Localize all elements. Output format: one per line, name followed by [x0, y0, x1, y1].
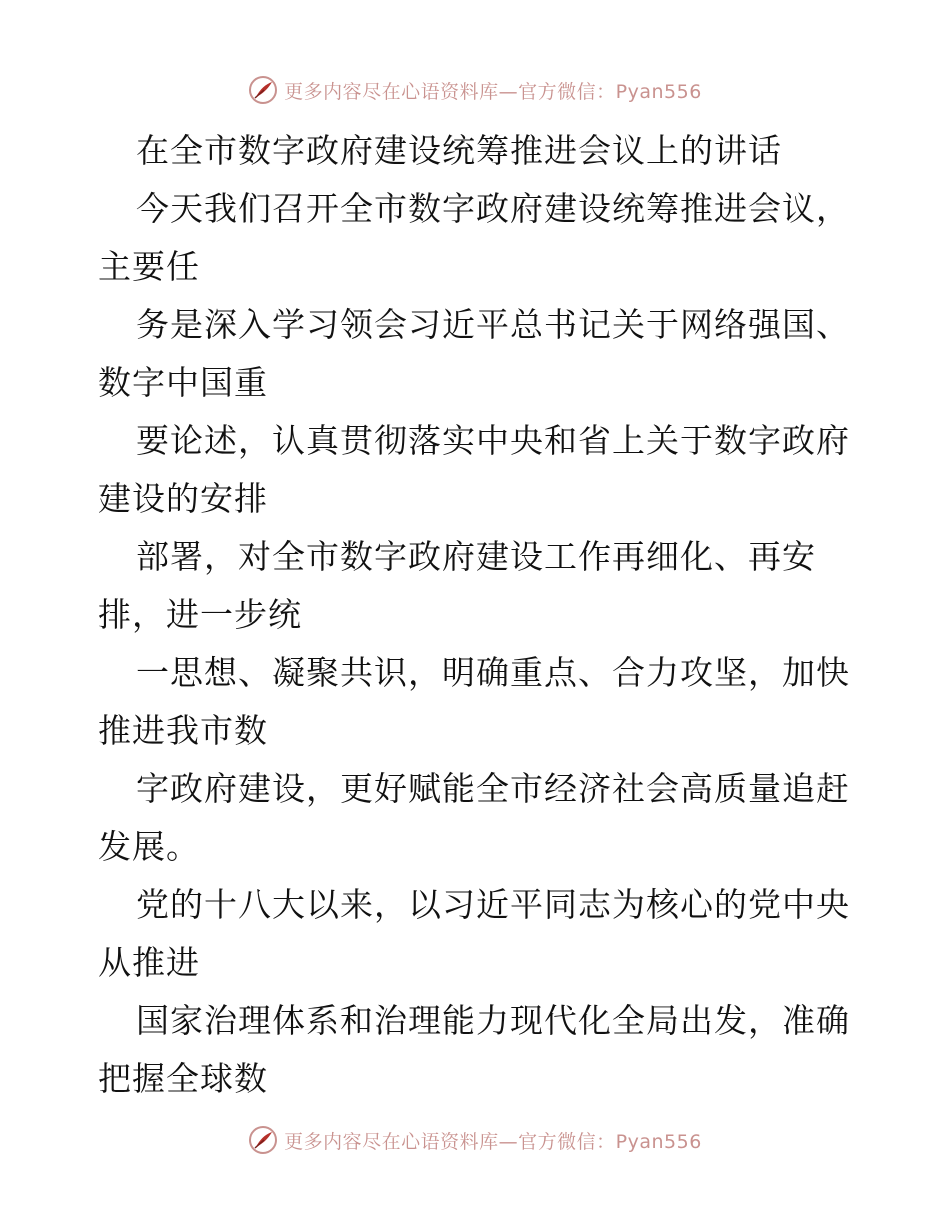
text-line: 把握全球数 [98, 1059, 268, 1098]
text-line: 今天我们召开全市数字政府建设统筹推进会议， [136, 189, 850, 228]
text-line: 党的十八大以来，以习近平同志为核心的党中央 [136, 885, 850, 924]
text-line: 主要任 [98, 247, 200, 286]
text-line: 发展。 [98, 827, 200, 866]
feather-quill-icon [248, 1125, 278, 1155]
text-line: 从推进 [98, 943, 200, 982]
text-line: 国家治理体系和治理能力现代化全局出发，准确 [136, 1001, 850, 1040]
text-line: 推进我市数 [98, 711, 268, 750]
text-line: 字政府建设，更好赋能全市经济社会高质量追赶 [136, 769, 850, 808]
text-line: 建设的安排 [98, 479, 268, 518]
watermark-text: 更多内容尽在心语资料库—官方微信：Pyan556 [284, 1130, 702, 1153]
text-line: 排，进一步统 [98, 595, 302, 634]
text-line: 务是深入学习领会习近平总书记关于网络强国、 [136, 305, 850, 344]
text-line: 在全市数字政府建设统筹推进会议上的讲话 [136, 131, 782, 170]
text-line: 一思想、凝聚共识，明确重点、合力攻坚，加快 [136, 653, 850, 692]
text-line: 部署，对全市数字政府建设工作再细化、再安 [136, 537, 816, 576]
document-body [98, 122, 858, 1108]
text-line: 数字中国重 [98, 363, 268, 402]
header-watermark [0, 73, 950, 107]
footer-watermark [0, 1123, 950, 1157]
watermark-text: 更多内容尽在心语资料库—官方微信：Pyan556 [284, 80, 702, 103]
text-line: 要论述，认真贯彻落实中央和省上关于数字政府 [136, 421, 850, 460]
feather-quill-icon [248, 75, 278, 105]
